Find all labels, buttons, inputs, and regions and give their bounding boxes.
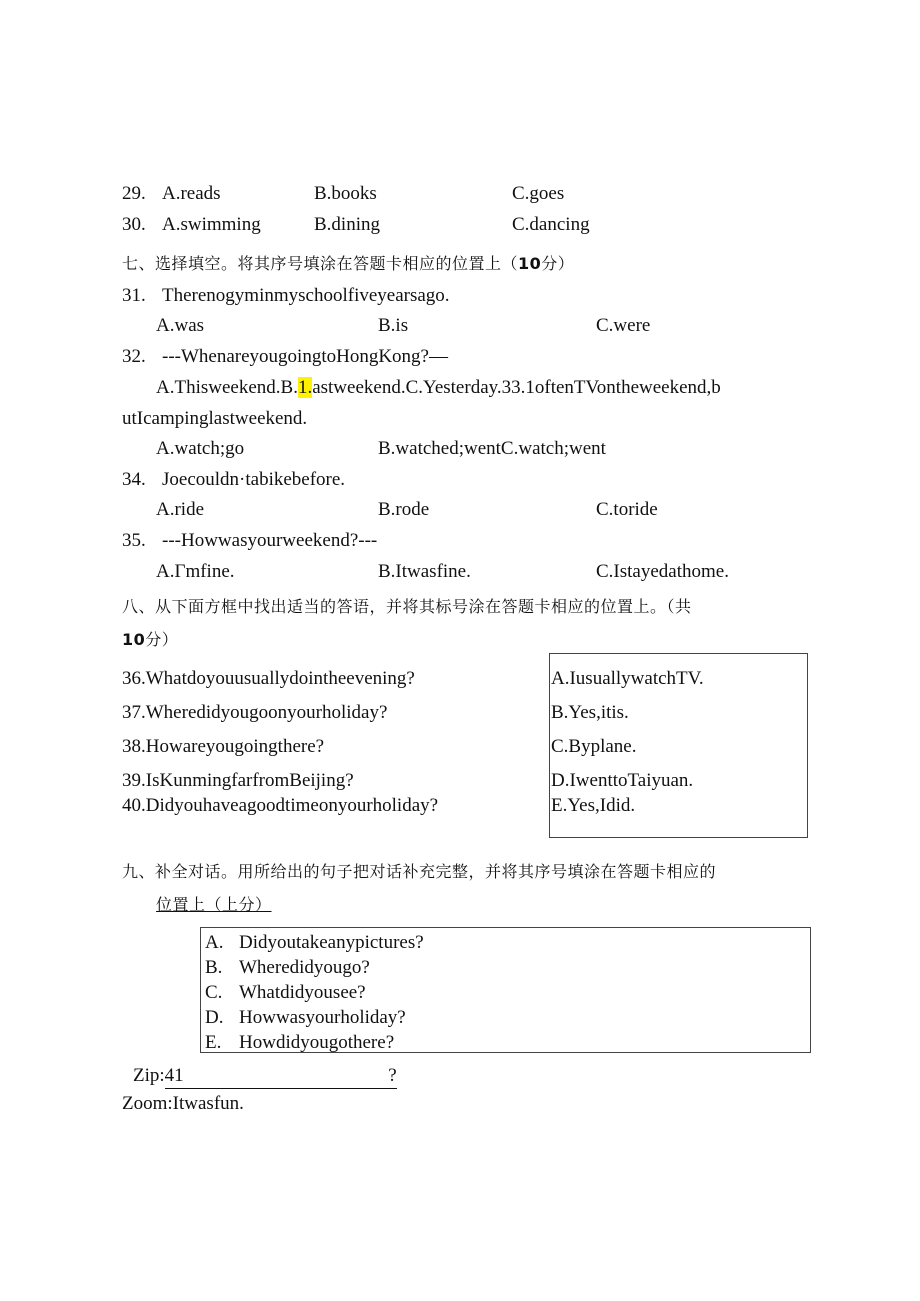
matching-question: 36.Whatdoyouusuallydointheevening? (122, 668, 415, 689)
answer-option: A.IusuallywatchTV. (551, 668, 704, 689)
matching-question: 37.Wheredidyougoonyourholiday? (122, 702, 388, 723)
question-number: 32. (122, 346, 146, 367)
dialog-option (205, 956, 370, 980)
question-number: 35. (122, 530, 146, 551)
option-letter: E. (205, 1032, 222, 1053)
option-b: B.dining (314, 214, 380, 235)
options-text: A.Thisweekend.B. (156, 377, 298, 398)
section-8-heading: 八、从下面方框中找出适当的答语，并将其标号涂在答题卡相应的位置上。（共 (122, 597, 692, 616)
section-7-heading (122, 252, 574, 276)
option-text: Whatdidyousee? (239, 982, 366, 1003)
question-stem: Therenogyminmyschoolfiveyearsago. (162, 285, 450, 306)
section-9-heading-line2: 位置上（上分） (156, 895, 272, 914)
option-bc: B.watched;wentC.watch;went (378, 438, 606, 459)
dialog-line-zoom: Zoom:Itwasfun. (122, 1093, 244, 1114)
dialog-option (205, 1006, 406, 1030)
section-7-title: 七、选择填空。将其序号填涂在答题卡相应的位置上（ (122, 254, 519, 273)
option-c: C.were (596, 315, 651, 336)
answer-blank (165, 1064, 397, 1089)
option-letter: B. (205, 957, 223, 978)
question-32 (122, 345, 448, 369)
question-33-stem-continued: utIcampinglastweekend. (122, 408, 308, 429)
option-c: C.dancing (512, 214, 590, 235)
question-stem: ---WhenareyougoingtoHongKong?— (162, 346, 448, 367)
option-a: A.swimming (162, 214, 261, 235)
question-32-options-line (156, 376, 721, 400)
dialog-line-zip (133, 1064, 397, 1089)
option-letter: A. (205, 932, 224, 953)
dialog-option (205, 981, 366, 1005)
option-c: C.Istayedathome. (596, 561, 729, 582)
question-number: 29. (122, 183, 146, 204)
option-b: B.Itwasfine. (378, 561, 471, 582)
question-35 (122, 529, 377, 553)
answer-option: C.Byplane. (551, 736, 637, 757)
option-b: B.books (314, 183, 377, 204)
option-letter: D. (205, 1007, 224, 1028)
option-letter: C. (205, 982, 223, 1003)
matching-question: 38.Howareyougoingthere? (122, 736, 325, 757)
dialog-option (205, 931, 424, 955)
option-a: A.Γmfine. (156, 561, 235, 582)
question-34 (122, 468, 345, 492)
option-text: Howdidyougothere? (239, 1032, 395, 1053)
option-b: B.rode (378, 499, 430, 520)
question-number: 31. (122, 285, 146, 306)
answer-option: B.Yes,itis. (551, 702, 629, 723)
option-c: C.toride (596, 499, 658, 520)
question-stem: ---Howwasyourweekend?--- (162, 530, 378, 551)
question-stem: Joecouldn·tabikebefore. (162, 469, 346, 490)
section-8-score: 10 (122, 630, 146, 649)
highlighted-text: 1. (297, 377, 313, 398)
section-7-unit: 分） (541, 254, 575, 273)
question-mark: ? (388, 1065, 397, 1086)
section-8-unit: 分） (145, 630, 179, 649)
section-9-heading: 九、补全对话。用所给出的句子把对话补充完整，并将其序号填涂在答题卡相应的 (122, 862, 717, 881)
answer-option: D.IwenttoTaiyuan. (551, 770, 694, 791)
question-number: 34. (122, 469, 146, 490)
option-text: Wheredidyougo? (239, 957, 370, 978)
option-a: A.was (156, 315, 205, 336)
matching-question: 39.IsKunmingfarfromBeijing? (122, 770, 354, 791)
section-8-heading-score (122, 628, 178, 652)
section-7-score: 10 (518, 254, 542, 273)
option-c: C.goes (512, 183, 565, 204)
answer-option: E.Yes,Idid. (551, 795, 636, 816)
option-a: A.ride (156, 499, 205, 520)
dialog-option (205, 1031, 394, 1055)
option-a: A.reads (162, 183, 221, 204)
question-29 (122, 182, 221, 206)
matching-question: 40.Didyouhaveagoodtimeonyourholiday? (122, 795, 439, 816)
option-b: B.is (378, 315, 409, 336)
options-text-continued: astweekend.C.Yesterday.33.1oftenTVontheweekend,b (312, 377, 721, 398)
question-number: 30. (122, 214, 146, 235)
option-a: A.watch;go (156, 438, 245, 459)
speaker-label: Zip: (133, 1065, 165, 1086)
question-30 (122, 213, 261, 237)
option-text: Howwasyourholiday? (239, 1007, 406, 1028)
blank-number: 41 (164, 1065, 184, 1086)
option-text: Didyoutakeanypictures? (239, 932, 424, 953)
question-31 (122, 284, 450, 308)
